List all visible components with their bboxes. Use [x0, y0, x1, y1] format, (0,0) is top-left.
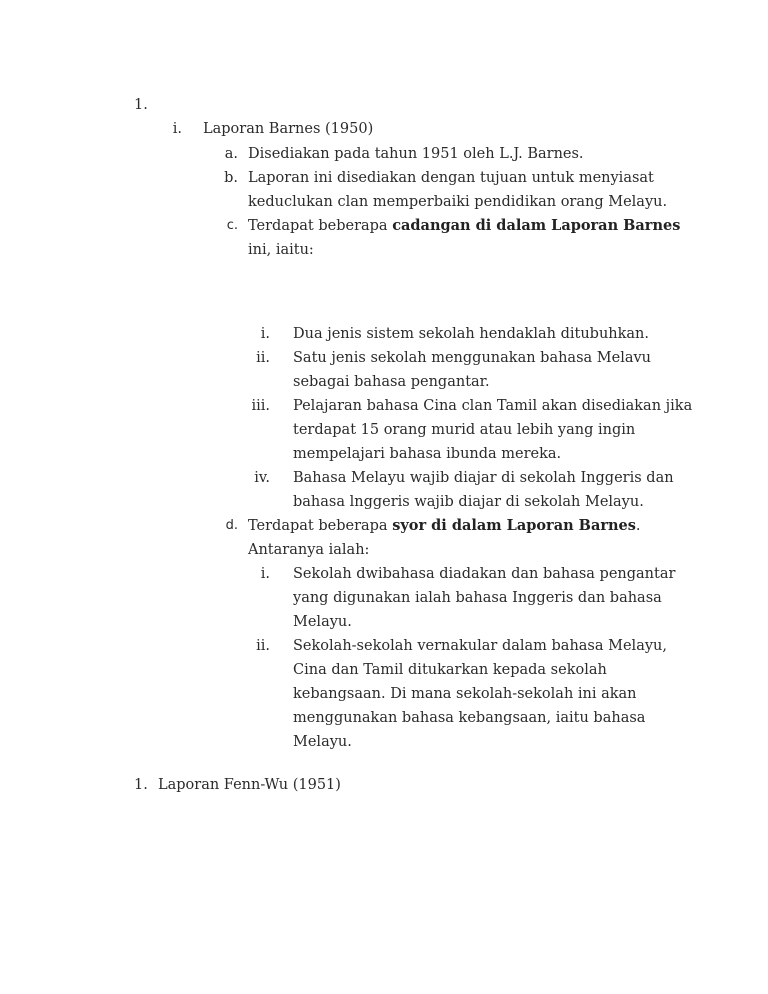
list-item-text: ini, iaitu:	[248, 242, 314, 258]
list-item-text: yang digunakan ialah bahasa Inggeris dan bahasa	[293, 590, 662, 606]
list-item-text: Sekolah-sekolah vernakular dalam bahasa Melayu,	[293, 638, 667, 654]
list-marker: ii.	[256, 350, 270, 366]
list-item-text	[248, 214, 680, 238]
list-marker: 1.	[134, 97, 148, 113]
list-marker: a.	[224, 146, 238, 162]
list-marker: iii.	[251, 398, 270, 414]
list-marker: i.	[260, 326, 270, 342]
list-item-text: mempelajari bahasa ibunda mereka.	[293, 446, 562, 462]
text-run: Terdapat beberapa	[248, 518, 393, 534]
text-run: .	[635, 518, 641, 534]
list-item-text: bahasa lnggeris wajib diajar di sekolah Melayu.	[293, 494, 644, 510]
list-item-text	[248, 514, 641, 538]
list-item-text: terdapat 15 orang murid atau lebih yang ingin	[293, 422, 636, 438]
list-marker: i.	[172, 121, 182, 137]
list-item-text: Antaranya ialah:	[248, 542, 370, 558]
list-item-text: Disediakan pada tahun 1951 oleh L.J. Barnes.	[248, 146, 584, 162]
list-marker: c.	[226, 218, 238, 233]
list-item-text: sebagai bahasa pengantar.	[293, 374, 490, 390]
list-marker: i.	[260, 566, 270, 582]
section-heading: Laporan Barnes (1950)	[203, 121, 374, 137]
section-heading: Laporan Fenn-Wu (1951)	[158, 777, 341, 793]
list-marker: 1.	[134, 777, 148, 793]
bold-text: syor di dalam Laporan Barnes	[392, 517, 636, 534]
list-item-text: menggunakan bahasa kebangsaan, iaitu bahasa	[293, 710, 646, 726]
list-marker: d.	[225, 518, 238, 533]
list-item-text: keduclukan clan memperbaiki pendidikan orang Melayu.	[248, 194, 668, 210]
list-item-text: Cina dan Tamil ditukarkan kepada sekolah	[293, 662, 607, 678]
list-item-text: Bahasa Melayu wajib diajar di sekolah Inggeris dan	[293, 470, 674, 486]
list-item-text: Laporan ini disediakan dengan tujuan untuk menyiasat	[248, 170, 654, 186]
list-item-text: Melayu.	[293, 734, 352, 750]
list-item-text: Melayu.	[293, 614, 352, 630]
bold-text: cadangan di dalam Laporan Barnes	[392, 217, 681, 234]
list-item-text: Satu jenis sekolah menggunakan bahasa Melavu	[293, 350, 652, 366]
list-marker: ii.	[256, 638, 270, 654]
list-item-text: Pelajaran bahasa Cina clan Tamil akan disediakan jika	[293, 398, 693, 414]
list-item-text: kebangsaan. Di mana sekolah-sekolah ini akan	[293, 686, 637, 702]
text-run: Terdapat beberapa	[248, 218, 393, 234]
list-item-text: Sekolah dwibahasa diadakan dan bahasa pengantar	[293, 566, 676, 582]
list-item-text: Dua jenis sistem sekolah hendaklah ditubuhkan.	[293, 326, 650, 342]
list-marker: iv.	[254, 470, 270, 486]
list-marker: b.	[224, 170, 238, 186]
